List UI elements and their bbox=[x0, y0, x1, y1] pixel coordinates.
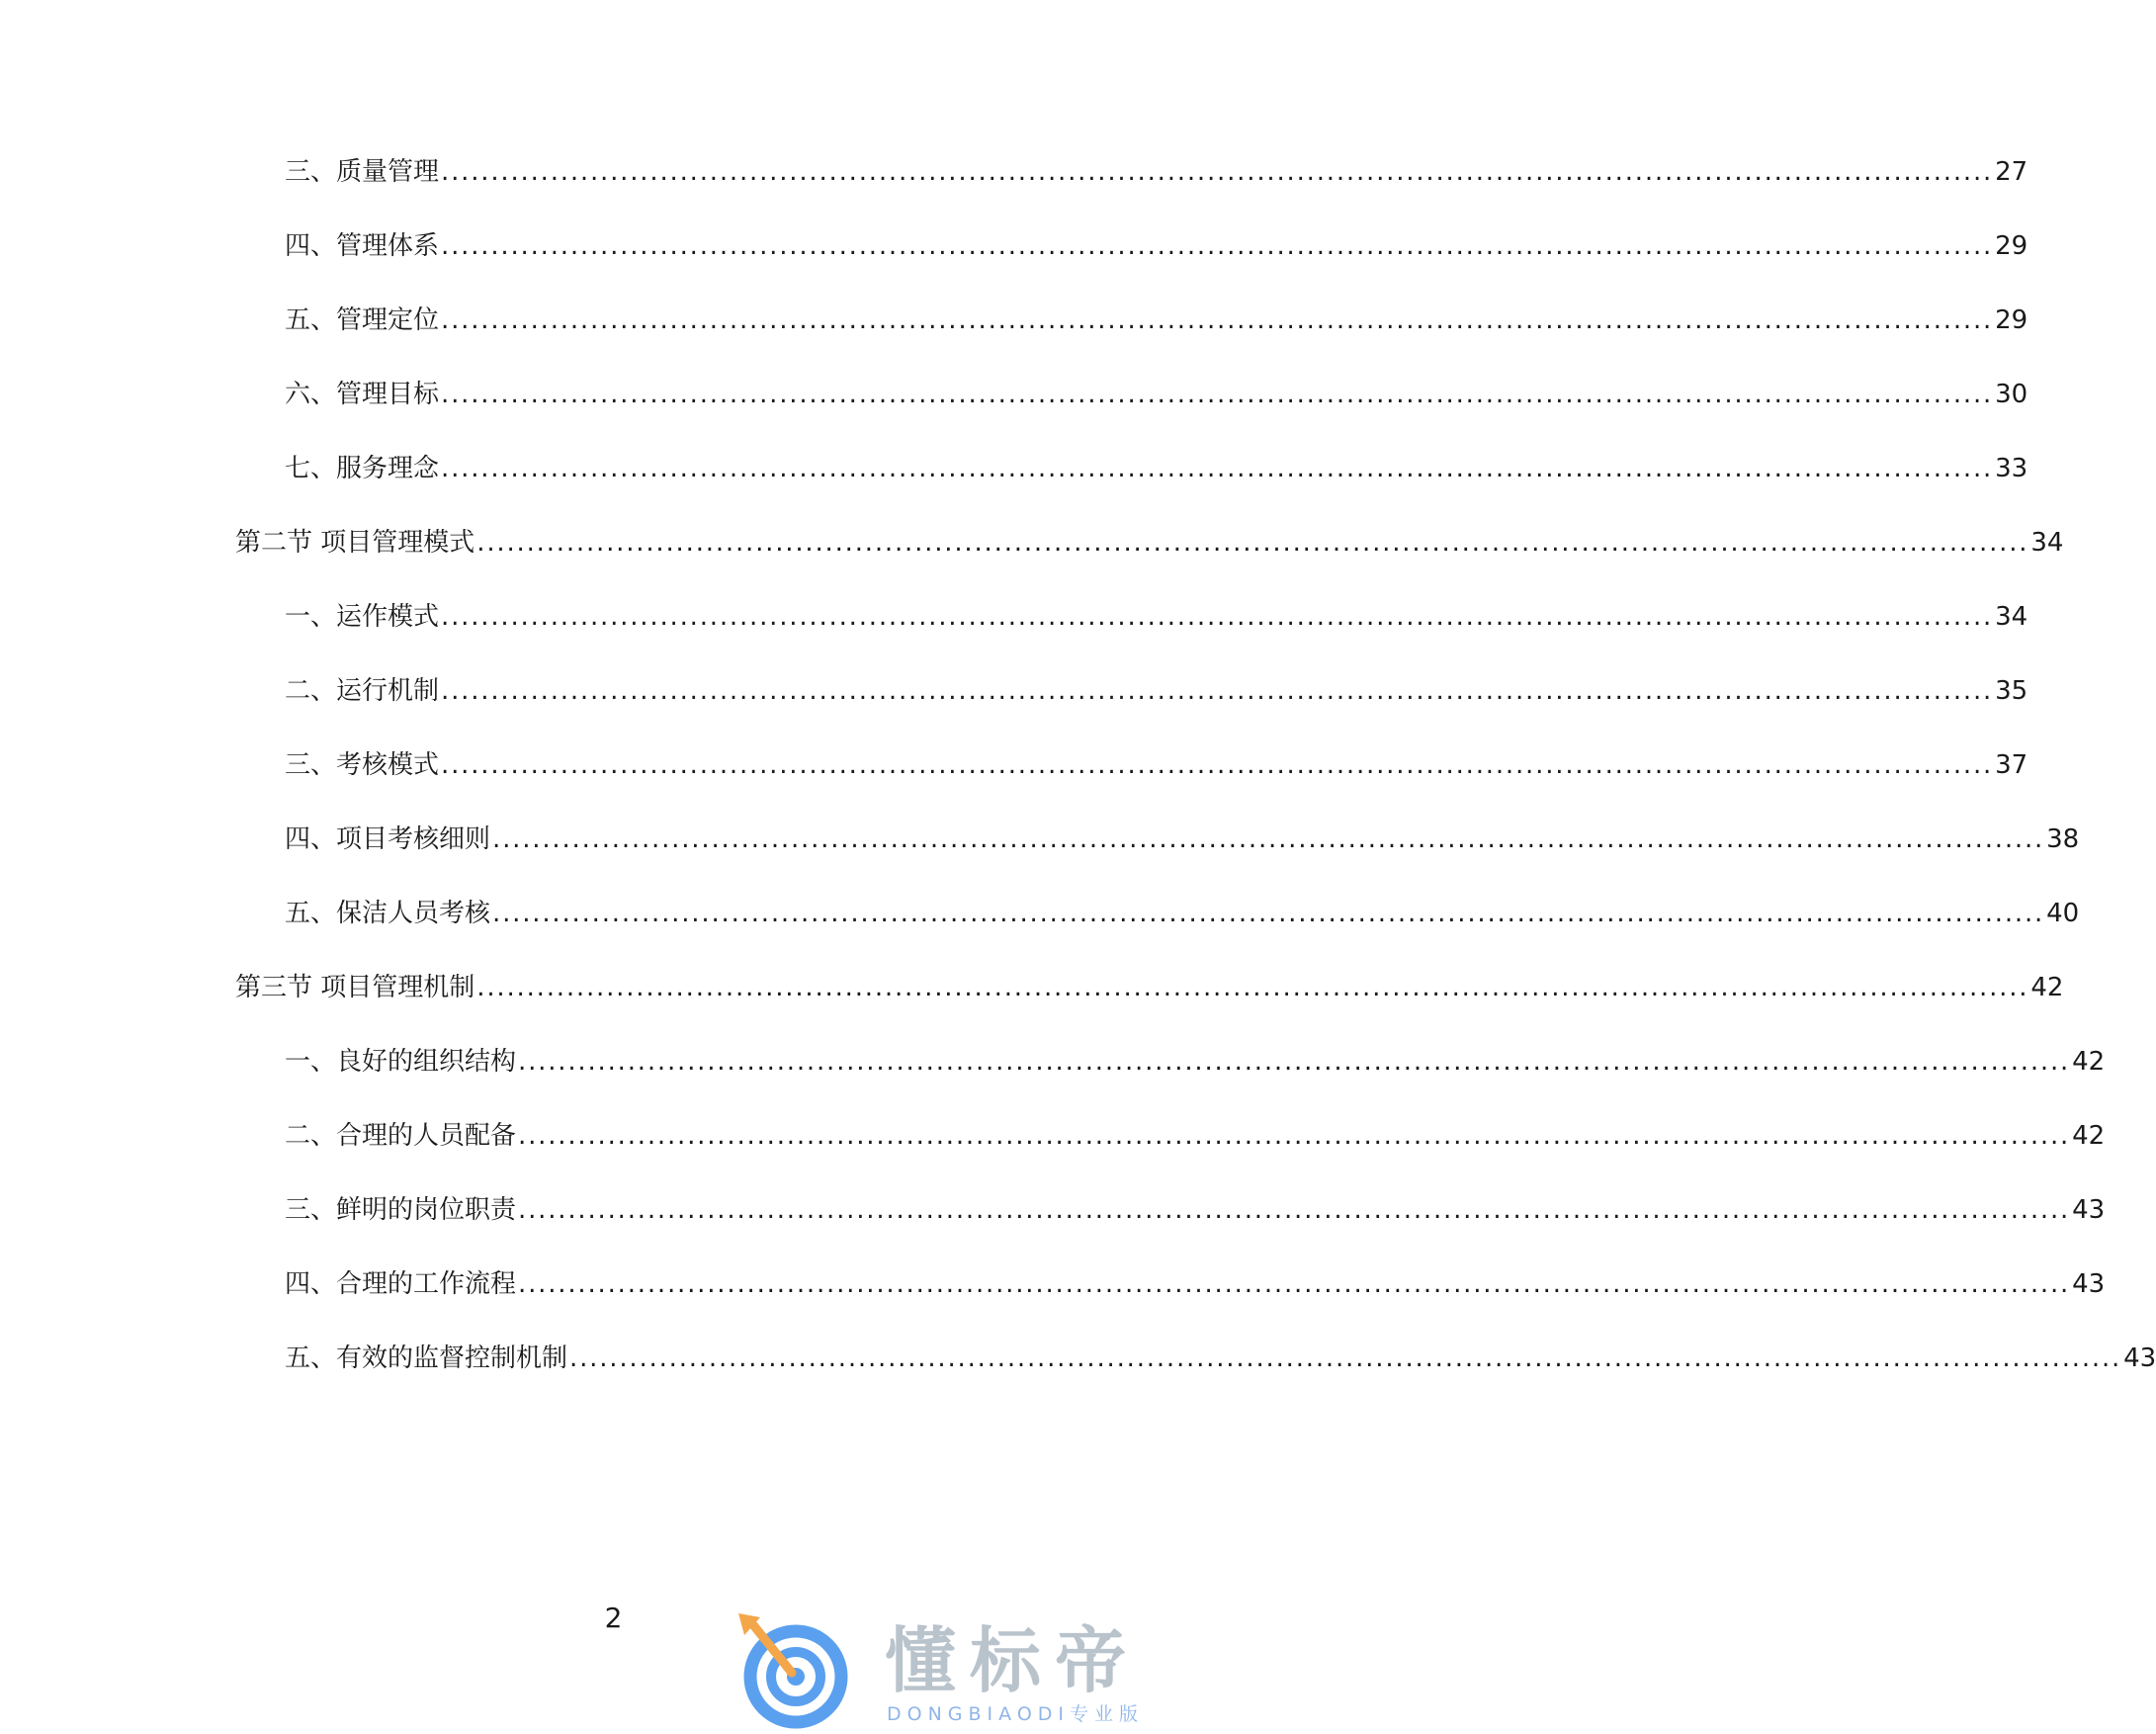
toc-entry-title: 六、管理目标 bbox=[285, 380, 440, 409]
toc-entry-title: 三、考核模式 bbox=[285, 750, 440, 780]
toc-entry-page: 29 bbox=[1995, 305, 2028, 335]
watermark-brand: 懂标帝 bbox=[885, 1619, 1141, 1702]
toc-entry-page: 43 bbox=[2072, 1195, 2106, 1225]
toc-entry[interactable] bbox=[285, 1339, 2156, 1378]
toc-leader-dots: ............................................................................................................................................................ bbox=[518, 1047, 2071, 1077]
toc-section-entry[interactable] bbox=[235, 523, 2064, 563]
toc-entry-page: 37 bbox=[1995, 750, 2028, 780]
toc-entry-title: 四、项目考核细则 bbox=[285, 824, 491, 854]
toc-entry-title: 五、管理定位 bbox=[285, 305, 440, 335]
toc-entry-page: 42 bbox=[2072, 1047, 2106, 1077]
toc-leader-dots: ............................................................................................................................................................ bbox=[476, 973, 2029, 1002]
toc-entry-page: 40 bbox=[2046, 899, 2080, 928]
toc-entry-title: 三、鲜明的岗位职责 bbox=[285, 1195, 517, 1225]
toc-entry-title: 一、运作模式 bbox=[285, 602, 440, 632]
toc-entry-page: 42 bbox=[2072, 1121, 2106, 1151]
toc-leader-dots: ............................................................................................................................................................ bbox=[569, 1344, 2122, 1373]
toc-leader-dots: ............................................................................................................................................................ bbox=[441, 602, 1994, 632]
toc-entry-title: 五、保洁人员考核 bbox=[285, 899, 491, 928]
toc-entry[interactable] bbox=[285, 1116, 2106, 1156]
toc-entry-title: 一、良好的组织结构 bbox=[285, 1047, 517, 1077]
watermark bbox=[736, 1613, 1211, 1730]
toc-leader-dots: ............................................................................................................................................................ bbox=[518, 1121, 2071, 1151]
toc-entry-page: 33 bbox=[1995, 454, 2028, 483]
toc-entry[interactable] bbox=[285, 1190, 2106, 1230]
toc-entry-page: 27 bbox=[1995, 157, 2028, 187]
toc-leader-dots: ............................................................................................................................................................ bbox=[476, 528, 2029, 558]
toc-entry-page: 43 bbox=[2072, 1269, 2106, 1299]
toc-entry[interactable] bbox=[285, 226, 2028, 266]
toc-entry[interactable] bbox=[285, 375, 2028, 414]
toc-leader-dots: ............................................................................................................................................................ bbox=[441, 305, 1994, 335]
toc-entry-title: 第三节 项目管理机制 bbox=[235, 973, 475, 1002]
toc-leader-dots: ............................................................................................................................................................ bbox=[441, 676, 1994, 706]
toc-entry-title: 五、有效的监督控制机制 bbox=[285, 1344, 568, 1373]
toc-leader-dots: ............................................................................................................................................................ bbox=[518, 1195, 2071, 1225]
toc-entry[interactable] bbox=[285, 745, 2028, 785]
toc-entry[interactable] bbox=[285, 449, 2028, 488]
toc-leader-dots: ............................................................................................................................................................ bbox=[441, 454, 1994, 483]
target-arrow-icon bbox=[736, 1613, 865, 1730]
toc-entry-page: 42 bbox=[2030, 973, 2064, 1002]
toc-entry[interactable] bbox=[285, 301, 2028, 340]
toc-entry-title: 四、合理的工作流程 bbox=[285, 1269, 517, 1299]
toc-entry-page: 34 bbox=[2030, 528, 2064, 558]
toc-leader-dots: ............................................................................................................................................................ bbox=[441, 750, 1994, 780]
toc-entry[interactable] bbox=[285, 1264, 2106, 1304]
toc-entry-title: 第二节 项目管理模式 bbox=[235, 528, 475, 558]
toc-leader-dots: ............................................................................................................................................................ bbox=[492, 899, 2045, 928]
toc-entry[interactable] bbox=[285, 152, 2028, 192]
toc-entry-title: 二、合理的人员配备 bbox=[285, 1121, 517, 1151]
toc-entry[interactable] bbox=[285, 1042, 2106, 1082]
toc-entry-page: 34 bbox=[1995, 602, 2028, 632]
toc-entry[interactable] bbox=[285, 671, 2028, 711]
toc-entry-page: 30 bbox=[1995, 380, 2028, 409]
toc-entry-title: 三、质量管理 bbox=[285, 157, 440, 187]
toc-leader-dots: ............................................................................................................................................................ bbox=[441, 231, 1994, 261]
toc-entry-page: 43 bbox=[2123, 1344, 2156, 1373]
page-number: 2 bbox=[604, 1602, 623, 1634]
watermark-subtitle: DONGBIAODI专业版 bbox=[887, 1703, 1145, 1725]
toc-leader-dots: ............................................................................................................................................................ bbox=[441, 380, 1994, 409]
toc-entry-page: 38 bbox=[2046, 824, 2080, 854]
toc-entry-title: 二、运行机制 bbox=[285, 676, 440, 706]
toc-leader-dots: ............................................................................................................................................................ bbox=[492, 824, 2045, 854]
toc-entry-title: 四、管理体系 bbox=[285, 231, 440, 261]
toc-section-entry[interactable] bbox=[235, 968, 2064, 1007]
toc-entry[interactable] bbox=[285, 820, 2080, 859]
toc-entry-page: 29 bbox=[1995, 231, 2028, 261]
toc-entry-title: 七、服务理念 bbox=[285, 454, 440, 483]
toc-leader-dots: ............................................................................................................................................................ bbox=[518, 1269, 2071, 1299]
toc-entry[interactable] bbox=[285, 894, 2080, 933]
toc-leader-dots: ............................................................................................................................................................ bbox=[441, 157, 1994, 187]
toc-entry-page: 35 bbox=[1995, 676, 2028, 706]
toc-entry[interactable] bbox=[285, 597, 2028, 637]
